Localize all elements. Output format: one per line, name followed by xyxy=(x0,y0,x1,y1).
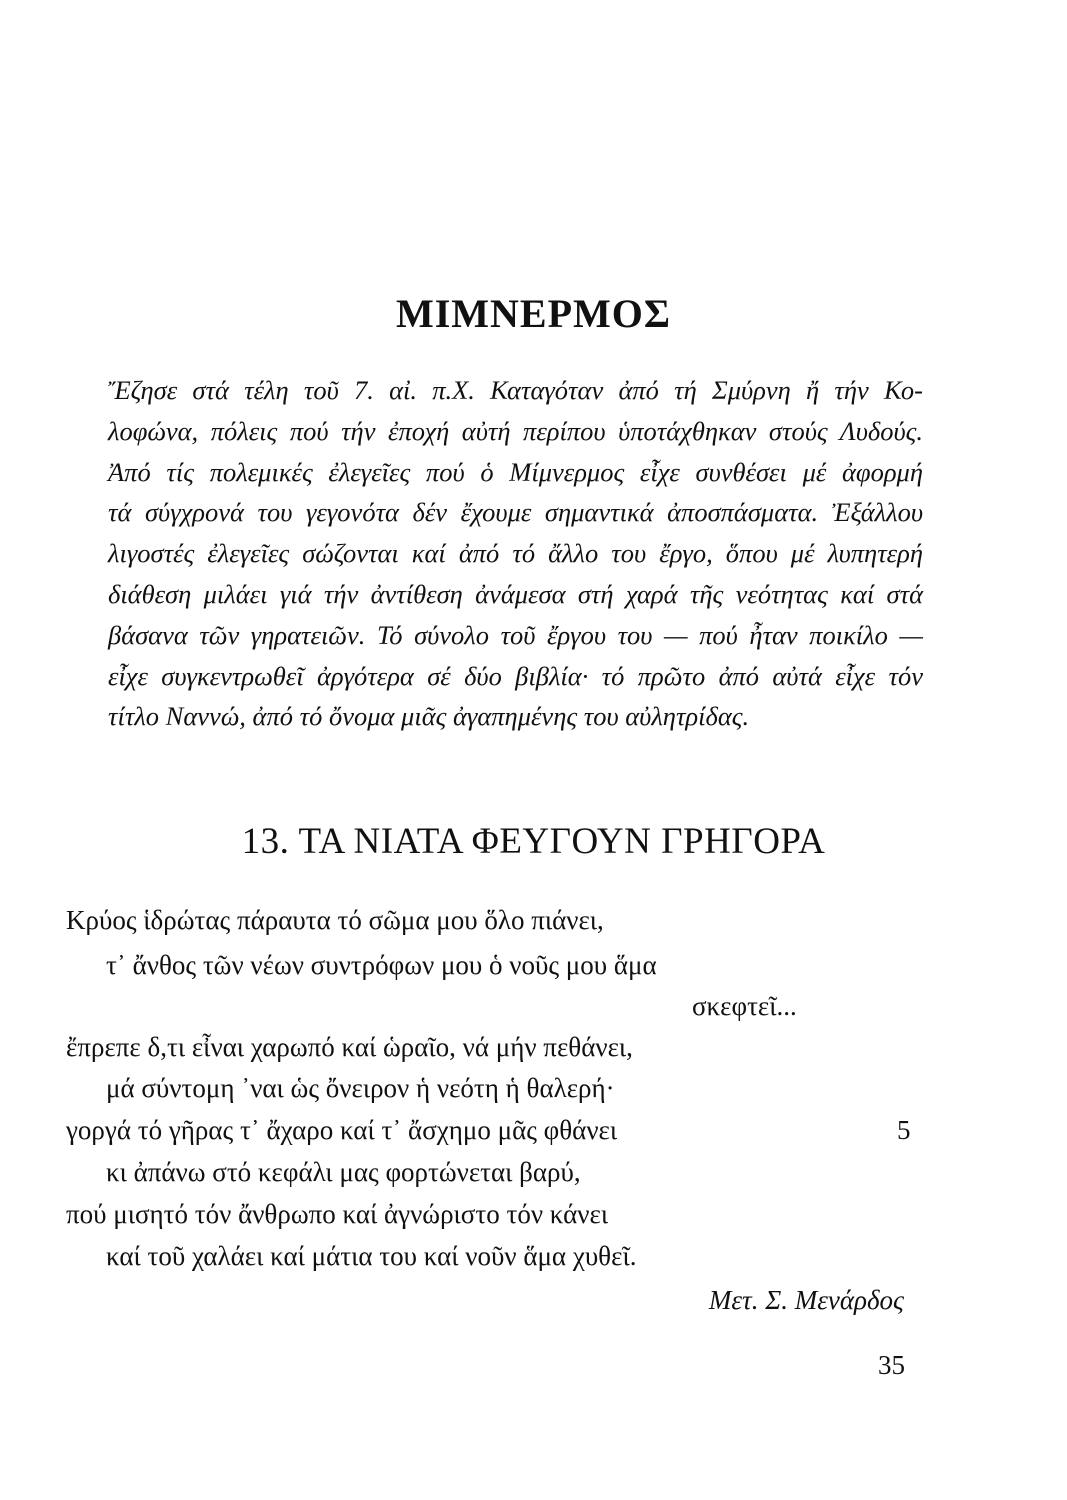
line-number: 5 xyxy=(897,1115,911,1145)
poem-line: πού μισητό τόν ἄνθρωπο καί ἀγνώριστο τόν κάνει xyxy=(66,1199,609,1229)
bio-line: τά σύγχρονά του γεγονότα δέν ἔχουμε σημαντικά ἀποσπάσματα. Ἐξάλλου xyxy=(108,497,923,528)
bio-line: λιγοστές ἐλεγεῖες σώζονται καί ἀπό τό ἄλλο του ἔργο, ὅπου μέ λυπητερή xyxy=(108,538,923,569)
bio-line: εἶχε συγκεντρωθεῖ ἀργότερα σέ δύο βιβλία· τό πρῶτο ἀπό αὐτά εἶχε τόν xyxy=(108,660,923,691)
bio-line: Ἔζησε στά τέλη τοῦ 7. αἰ. π.Χ. Καταγόταν ἀπό τή Σμύρνη ἤ τήν Κο- xyxy=(108,375,923,405)
poem-line: μά σύντομη ᾿ναι ὡς ὄνειρον ἡ νεότη ἡ θαλερή· xyxy=(106,1073,615,1103)
poem-line: τ᾿ ἄνθος τῶν νέων συντρόφων μου ὁ νοῦς μου ἅμα xyxy=(106,950,657,980)
author-heading: ΜΙΜΝΕΡΜΟΣ xyxy=(395,291,672,336)
translator-credit: Μετ. Σ. Μενάρδος xyxy=(708,1285,904,1315)
poem-line: ἔπρεπε δ,τι εἶναι χαρωπό καί ὡραῖο, νά μήν πεθάνει, xyxy=(66,1032,633,1062)
poem-line: γοργά τό γῆρας τ᾿ ἄχαρο καί τ᾿ ἄσχημο μᾶς φθάνει xyxy=(66,1115,618,1145)
bio-line: τίτλο Ναννώ, ἀπό τό ὄνομα μιᾶς ἀγαπημένης του αὐλητρίδας. xyxy=(108,701,750,732)
poem-line: καί τοῦ χαλάει καί μάτια του καί νοῦν ἅμα χυθεῖ. xyxy=(106,1241,637,1271)
poem-line: Κρύος ἱδρώτας πάραυτα τό σῶμα μου ὅλο πιάνει, xyxy=(66,905,604,935)
bio-line: Ἀπό τίς πολεμικές ἐλεγεῖες πού ὁ Μίμνερμος εἶχε συνθέσει μέ ἀφορμή xyxy=(108,456,923,487)
bio-line: λοφώνα, πόλεις πού τήν ἐποχή αὐτή περίπου ὑποτάχθηκαν στούς Λυδούς. xyxy=(108,415,923,446)
bio-line: βάσανα τῶν γηρατειῶν. Τό σύνολο τοῦ ἔργου του — πού ἦταν ποικίλο — xyxy=(108,619,923,650)
page-number: 35 xyxy=(878,1350,905,1380)
poem-line: σκεφτεῖ... xyxy=(692,991,797,1021)
poem-line: κι ἀπάνω στό κεφάλι μας φορτώνεται βαρύ, xyxy=(106,1157,581,1187)
poem-title: 13. ΤΑ ΝΙΑΤΑ ΦΕΥΓΟΥΝ ΓΡΗΓΟΡΑ xyxy=(241,821,826,862)
bio-line: διάθεση μιλάει γιά τήν ἀντίθεση ἀνάμεσα στή χαρά τῆς νεότητας καί στά xyxy=(108,578,923,609)
